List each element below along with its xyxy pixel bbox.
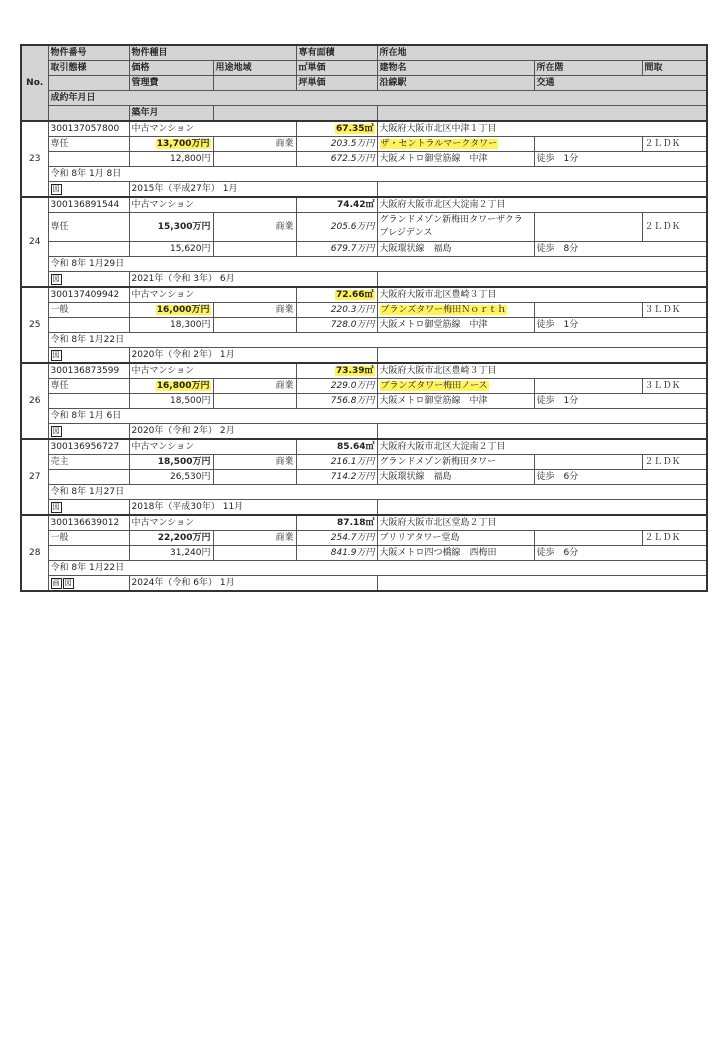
deal-type: 専任 <box>48 213 129 242</box>
blank-cell <box>213 470 296 485</box>
price-highlight: 13,700万円 <box>156 138 210 149</box>
built-date: 2015年（平成27年） 1月 <box>129 182 377 198</box>
floor <box>534 137 642 152</box>
built-date: 2021年（令和 3年） 6月 <box>129 272 377 288</box>
mgmt-fee: 31,240円 <box>129 546 213 561</box>
blank-cell <box>48 546 129 561</box>
tsubo-price: 672.5万円 <box>296 152 377 167</box>
station: 大阪環状線 福島 <box>377 470 534 485</box>
tsubo-price: 756.8万円 <box>296 394 377 409</box>
tsubo-price: 841.9万円 <box>296 546 377 561</box>
price <box>129 379 213 394</box>
price: 18,500万円 <box>129 455 213 470</box>
area <box>296 121 377 137</box>
unit-price: 203.5万円 <box>296 137 377 152</box>
floor <box>534 213 642 242</box>
blank-cell <box>48 470 129 485</box>
tsubo-price: 728.0万円 <box>296 318 377 333</box>
address: 大阪府大阪市北区豊崎３丁目 <box>377 363 707 379</box>
property-id: 300137409942 <box>48 287 129 303</box>
mgmt-fee: 18,500円 <box>129 394 213 409</box>
access: 徒歩 1分 <box>534 394 707 409</box>
header-blank <box>48 106 129 122</box>
unit-price: 216.1万円 <box>296 455 377 470</box>
floor <box>534 455 642 470</box>
deal-type: 専任 <box>48 379 129 394</box>
built-date: 2018年（平成30年） 11月 <box>129 500 377 516</box>
blank-cell <box>48 242 129 257</box>
header-no: No. <box>21 45 48 121</box>
record-no: 23 <box>21 121 48 197</box>
blank-cell <box>213 394 296 409</box>
blank-cell <box>213 318 296 333</box>
mgmt-fee: 26,530円 <box>129 470 213 485</box>
record-23 <box>21 121 707 197</box>
record-24 <box>21 197 707 287</box>
floor <box>534 531 642 546</box>
address: 大阪府大阪市北区豊崎３丁目 <box>377 287 707 303</box>
station: 大阪メトロ御堂筋線 中津 <box>377 394 534 409</box>
address: 大阪府大阪市北区中津１丁目 <box>377 121 707 137</box>
address: 大阪府大阪市北区堂島２丁目 <box>377 515 707 531</box>
zoning: 商業 <box>213 303 296 318</box>
blank-cell <box>213 242 296 257</box>
zoning: 商業 <box>213 137 296 152</box>
floorplan-icon[interactable]: 図 <box>64 578 72 587</box>
blank-cell <box>48 318 129 333</box>
floor <box>534 379 642 394</box>
header-area: 専有面積 <box>296 45 377 61</box>
blank-cell <box>377 272 707 288</box>
zoning: 商業 <box>213 213 296 242</box>
contract-date: 令和 8年 1月22日 <box>48 561 707 576</box>
header-unit-price: ㎡単価 <box>296 61 377 76</box>
building-name: ブリリアタワー堂島 <box>377 531 534 546</box>
blank-cell <box>377 182 707 198</box>
blank-cell <box>213 546 296 561</box>
contract-date: 令和 8年 1月 6日 <box>48 409 707 424</box>
record-28 <box>21 515 707 591</box>
price: 15,300万円 <box>129 213 213 242</box>
property-id: 300136639012 <box>48 515 129 531</box>
unit-price: 229.0万円 <box>296 379 377 394</box>
floor <box>534 303 642 318</box>
record-27 <box>21 439 707 515</box>
deal-type: 一般 <box>48 303 129 318</box>
address: 大阪府大阪市北区大淀南２丁目 <box>377 197 707 213</box>
header-floor: 所在階 <box>534 61 642 76</box>
tsubo-price: 679.7万円 <box>296 242 377 257</box>
record-no: 25 <box>21 287 48 363</box>
layout: ２ＬＤＫ <box>642 455 707 470</box>
price <box>129 137 213 152</box>
header-blank <box>48 76 129 91</box>
access: 徒歩 6分 <box>534 470 707 485</box>
header-price: 価格 <box>129 61 213 76</box>
icon-cell <box>48 576 129 592</box>
layout: ２ＬＤＫ <box>642 213 707 242</box>
building-name <box>377 137 534 152</box>
station: 大阪メトロ四つ橋線 西梅田 <box>377 546 534 561</box>
icon-cell <box>48 424 129 440</box>
record-25 <box>21 287 707 363</box>
access: 徒歩 1分 <box>534 318 707 333</box>
zoning: 商業 <box>213 379 296 394</box>
icon-cell <box>48 348 129 364</box>
mgmt-fee: 12,800円 <box>129 152 213 167</box>
header-blank <box>377 106 707 122</box>
mgmt-fee: 15,620円 <box>129 242 213 257</box>
blank-cell <box>377 424 707 440</box>
zoning: 商業 <box>213 531 296 546</box>
header-tsubo-price: 坪単価 <box>296 76 377 91</box>
built-date: 2020年（令和 2年） 2月 <box>129 424 377 440</box>
address: 大阪府大阪市北区大淀南２丁目 <box>377 439 707 455</box>
deal-type: 一般 <box>48 531 129 546</box>
access: 徒歩 6分 <box>534 546 707 561</box>
contract-date: 令和 8年 1月29日 <box>48 257 707 272</box>
floorplan-icon[interactable]: 図 <box>52 274 60 283</box>
built-date: 2024年（令和 6年） 1月 <box>129 576 377 592</box>
built-date: 2020年（令和 2年） 1月 <box>129 348 377 364</box>
table-header <box>21 45 707 121</box>
property-type: 中古マンション <box>129 121 296 137</box>
price-highlight: 16,000万円 <box>156 304 210 315</box>
property-type: 中古マンション <box>129 439 296 455</box>
price-highlight: 16,800万円 <box>156 380 210 391</box>
blank-cell <box>377 500 707 516</box>
header-zoning: 用途地域 <box>213 61 296 76</box>
blank-cell <box>48 152 129 167</box>
floorplan-icon[interactable]: 図 <box>52 502 60 511</box>
unit-price: 205.6万円 <box>296 213 377 242</box>
building-name-highlight: ザ・セントラルマークタワー <box>380 138 498 149</box>
access: 徒歩 8分 <box>534 242 707 257</box>
contract-date: 令和 8年 1月27日 <box>48 485 707 500</box>
zoning: 商業 <box>213 455 296 470</box>
area <box>296 287 377 303</box>
area: 87.18㎡ <box>296 515 377 531</box>
header-blank <box>213 76 296 91</box>
area-highlight: 73.39㎡ <box>336 365 374 376</box>
tsubo-price: 714.2万円 <box>296 470 377 485</box>
layout: ３ＬＤＫ <box>642 303 707 318</box>
icon-cell <box>48 500 129 516</box>
header-access: 交通 <box>534 76 707 91</box>
icon-cell <box>48 272 129 288</box>
header-mgmt-fee: 管理費 <box>129 76 213 91</box>
floorplan-icon[interactable]: 図 <box>52 426 60 435</box>
property-id: 300136891544 <box>48 197 129 213</box>
layout: ２ＬＤＫ <box>642 531 707 546</box>
area: 74.42㎡ <box>296 197 377 213</box>
icon-cell <box>48 182 129 198</box>
transaction-table <box>20 44 708 592</box>
header-station: 沿線駅 <box>377 76 534 91</box>
price: 22,200万円 <box>129 531 213 546</box>
contract-date: 令和 8年 1月22日 <box>48 333 707 348</box>
record-no: 26 <box>21 363 48 439</box>
header-property-type: 物件種目 <box>129 45 296 61</box>
building-name: グランドメゾン新梅田タワー <box>377 455 534 470</box>
blank-cell <box>377 576 707 592</box>
unit-price: 254.7万円 <box>296 531 377 546</box>
header-property-id: 物件番号 <box>48 45 129 61</box>
header-building-name: 建物名 <box>377 61 534 76</box>
property-id: 300136873599 <box>48 363 129 379</box>
floorplan-icon[interactable]: 図 <box>52 350 60 359</box>
station: 大阪メトロ御堂筋線 中津 <box>377 318 534 333</box>
blank-cell <box>377 348 707 364</box>
deal-type: 専任 <box>48 137 129 152</box>
building-name: グランドメゾン新梅田タワーザクラブレジデンス <box>377 213 534 242</box>
area-highlight: 67.35㎡ <box>336 123 374 134</box>
record-no: 27 <box>21 439 48 515</box>
deal-type: 売主 <box>48 455 129 470</box>
building-name <box>377 379 534 394</box>
blank-cell <box>213 152 296 167</box>
record-26 <box>21 363 707 439</box>
layout: ２ＬＤＫ <box>642 137 707 152</box>
header-deal-type: 取引態様 <box>48 61 129 76</box>
unit-price: 220.3万円 <box>296 303 377 318</box>
property-id: 300137057800 <box>48 121 129 137</box>
header-address: 所在地 <box>377 45 707 61</box>
header-built: 築年月 <box>129 106 213 122</box>
property-type: 中古マンション <box>129 197 296 213</box>
price <box>129 303 213 318</box>
building-name-highlight: ブランズタワー梅田Ｎｏｒｔｈ <box>380 304 507 315</box>
record-no: 28 <box>21 515 48 591</box>
header-layout: 間取 <box>642 61 707 76</box>
building-name <box>377 303 534 318</box>
blank-cell <box>48 394 129 409</box>
record-no: 24 <box>21 197 48 287</box>
mgmt-fee: 18,300円 <box>129 318 213 333</box>
property-type: 中古マンション <box>129 363 296 379</box>
contract-date: 令和 8年 1月 8日 <box>48 167 707 182</box>
area <box>296 363 377 379</box>
building-name-highlight: ブランズタワー梅田ノース <box>380 380 488 391</box>
station: 大阪メトロ御堂筋線 中津 <box>377 152 534 167</box>
access: 徒歩 1分 <box>534 152 707 167</box>
header-contract-date: 成約年月日 <box>48 91 707 106</box>
floorplan-icon[interactable]: 画 <box>52 578 60 587</box>
area-highlight: 72.66㎡ <box>336 289 374 300</box>
property-type: 中古マンション <box>129 287 296 303</box>
station: 大阪環状線 福島 <box>377 242 534 257</box>
property-id: 300136956727 <box>48 439 129 455</box>
floorplan-icon[interactable]: 図 <box>52 184 60 193</box>
property-type: 中古マンション <box>129 515 296 531</box>
header-blank <box>213 106 377 122</box>
area: 85.64㎡ <box>296 439 377 455</box>
layout: ３ＬＤＫ <box>642 379 707 394</box>
